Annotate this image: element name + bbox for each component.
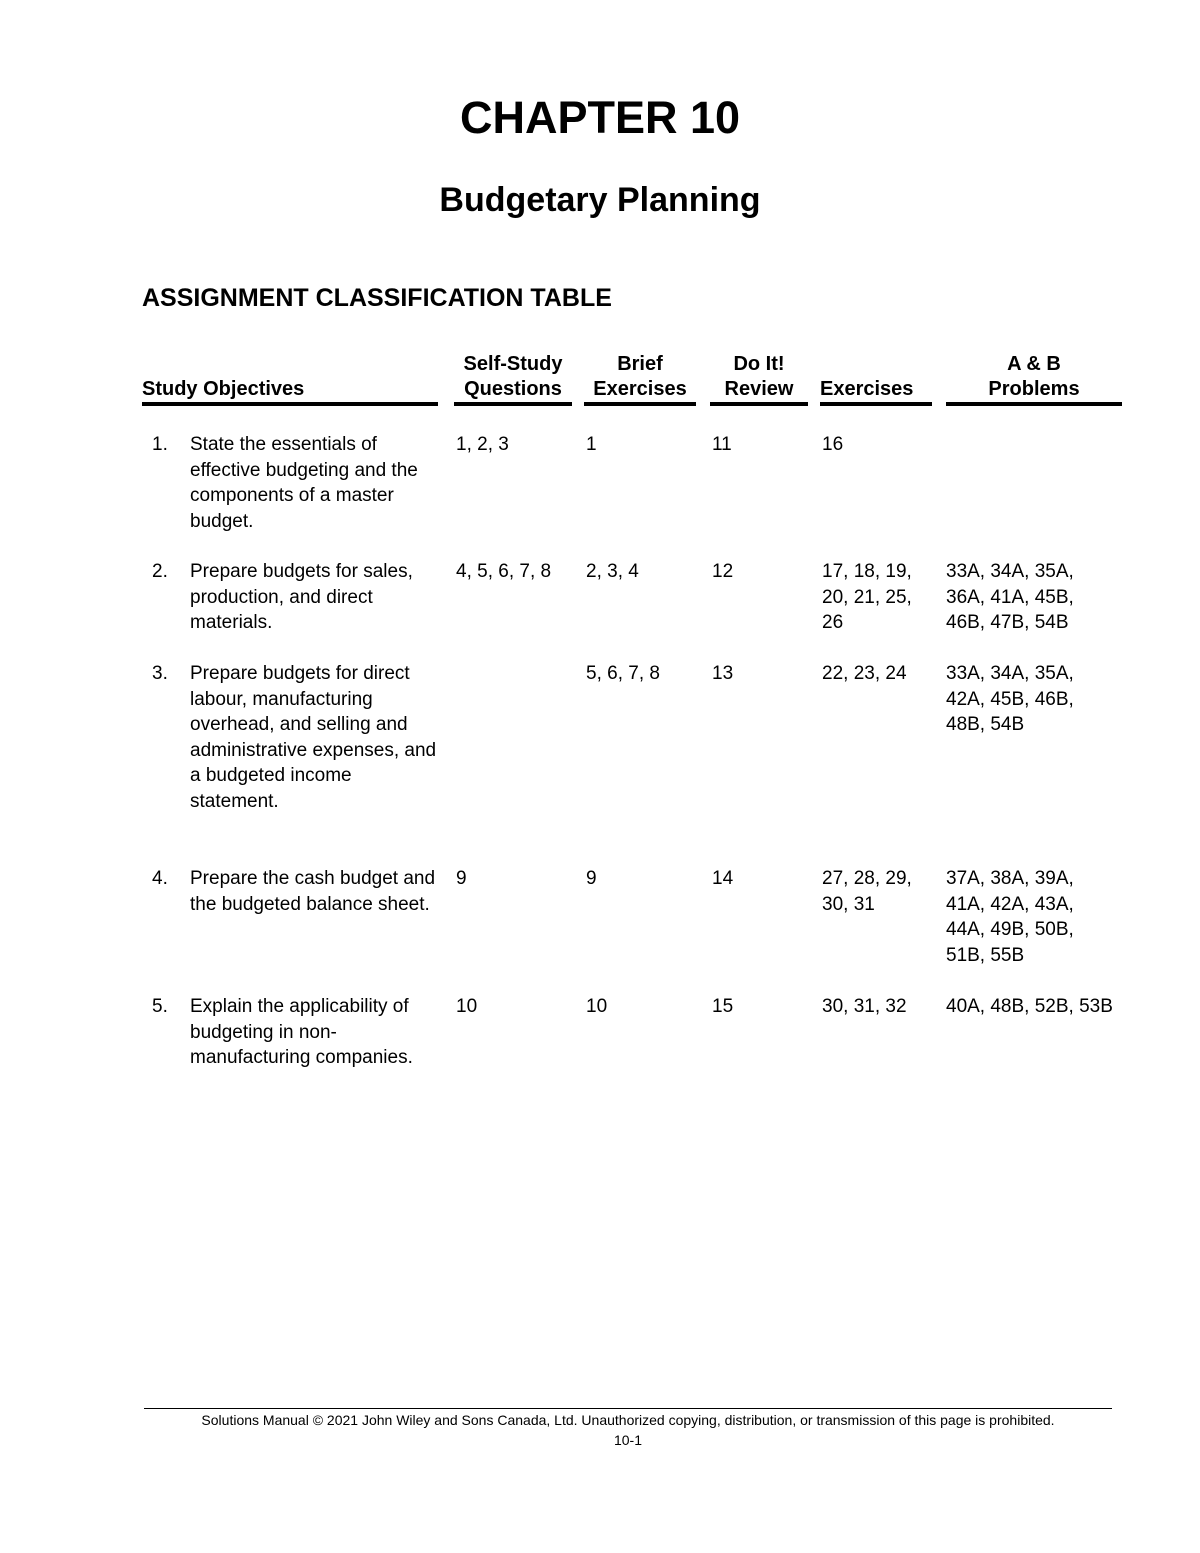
objective-number: 3. <box>152 663 168 684</box>
objective-number: 1. <box>152 434 168 455</box>
table-heading: ASSIGNMENT CLASSIFICATION TABLE <box>142 284 612 312</box>
do-it-review-cell: 14 <box>712 868 734 889</box>
objective-number: 4. <box>152 868 168 889</box>
brief-exercises-cell: 2, 3, 4 <box>586 561 639 582</box>
self-study-questions-cell: 4, 5, 6, 7, 8 <box>456 561 552 582</box>
do-it-review-cell: 15 <box>712 996 734 1017</box>
do-it-review-cell: 12 <box>712 561 734 582</box>
footer-copyright: Solutions Manual © 2021 John Wiley and Sons Canada, Ltd. Unauthorized copying, distribution, or transmission of this page is prohibited. <box>201 1412 1055 1428</box>
problems-cell: 37A, 38A, 39A, 41A, 42A, 43A, 44A, 49B, 50B, 51B, 55B <box>946 868 1074 966</box>
objective-text: Prepare the cash budget and the budgeted balance sheet. <box>190 868 436 915</box>
objective-text: Prepare budgets for sales, production, and direct materials. <box>190 561 413 634</box>
column-header-label-line2: Review <box>724 378 794 400</box>
page-number: 10-1 <box>613 1432 643 1448</box>
chapter-title: CHAPTER 10 <box>459 92 741 143</box>
problems-cell: 40A, 48B, 52B, 53B <box>946 996 1113 1017</box>
do-it-review-cell: 11 <box>712 434 732 455</box>
problems-cell: 33A, 34A, 35A, 42A, 45B, 46B, 48B, 54B <box>946 663 1074 736</box>
exercises-cell: 27, 28, 29, 30, 31 <box>822 868 912 915</box>
exercises-cell: 16 <box>822 434 844 455</box>
objective-number: 5. <box>152 996 168 1017</box>
brief-exercises-cell: 10 <box>586 996 608 1017</box>
column-header-brief-exercises <box>584 352 696 406</box>
objective-text: Explain the applicability of budgeting in non-manufacturing companies. <box>190 996 413 1069</box>
self-study-questions-cell: 1, 2, 3 <box>456 434 509 455</box>
column-header-label-line1: Self-Study <box>463 353 563 375</box>
do-it-review-cell: 13 <box>712 663 734 684</box>
footer-rule <box>144 1408 1112 1409</box>
chapter-subtitle: Budgetary Planning <box>439 181 761 219</box>
exercises-cell: 17, 18, 19, 20, 21, 25, 26 <box>822 561 912 634</box>
column-header-problems <box>946 352 1122 406</box>
column-header-do-it-review <box>710 352 808 406</box>
column-header-exercises <box>820 352 932 406</box>
column-header-label: Exercises <box>820 378 914 400</box>
column-header-label-line2: Problems <box>988 378 1080 400</box>
column-header-self-study-questions <box>454 352 572 406</box>
brief-exercises-cell: 1 <box>586 434 597 455</box>
brief-exercises-cell: 5, 6, 7, 8 <box>586 663 660 684</box>
column-header-label-line1: A & B <box>1007 353 1061 375</box>
column-header-label-line2: Exercises <box>593 378 687 400</box>
self-study-questions-cell: 9 <box>456 868 467 889</box>
exercises-cell: 30, 31, 32 <box>822 996 907 1017</box>
problems-cell: 33A, 34A, 35A, 36A, 41A, 45B, 46B, 47B, 54B <box>946 561 1074 634</box>
objective-text: State the essentials of effective budgeting and the components of a master budget. <box>190 434 418 532</box>
objective-number: 2. <box>152 561 168 582</box>
column-header-label-line2: Questions <box>464 378 562 400</box>
column-header-label: Study Objectives <box>142 378 305 400</box>
column-header-label-line1: Do It! <box>733 353 785 375</box>
brief-exercises-cell: 9 <box>586 868 597 889</box>
column-header-label-line1: Brief <box>617 353 663 375</box>
self-study-questions-cell: 10 <box>456 996 478 1017</box>
exercises-cell: 22, 23, 24 <box>822 663 907 684</box>
objective-text: Prepare budgets for direct labour, manufacturing overhead, and selling and administrative expenses, and a budgeted income statement. <box>190 663 437 812</box>
column-header-study-objectives <box>142 352 438 406</box>
